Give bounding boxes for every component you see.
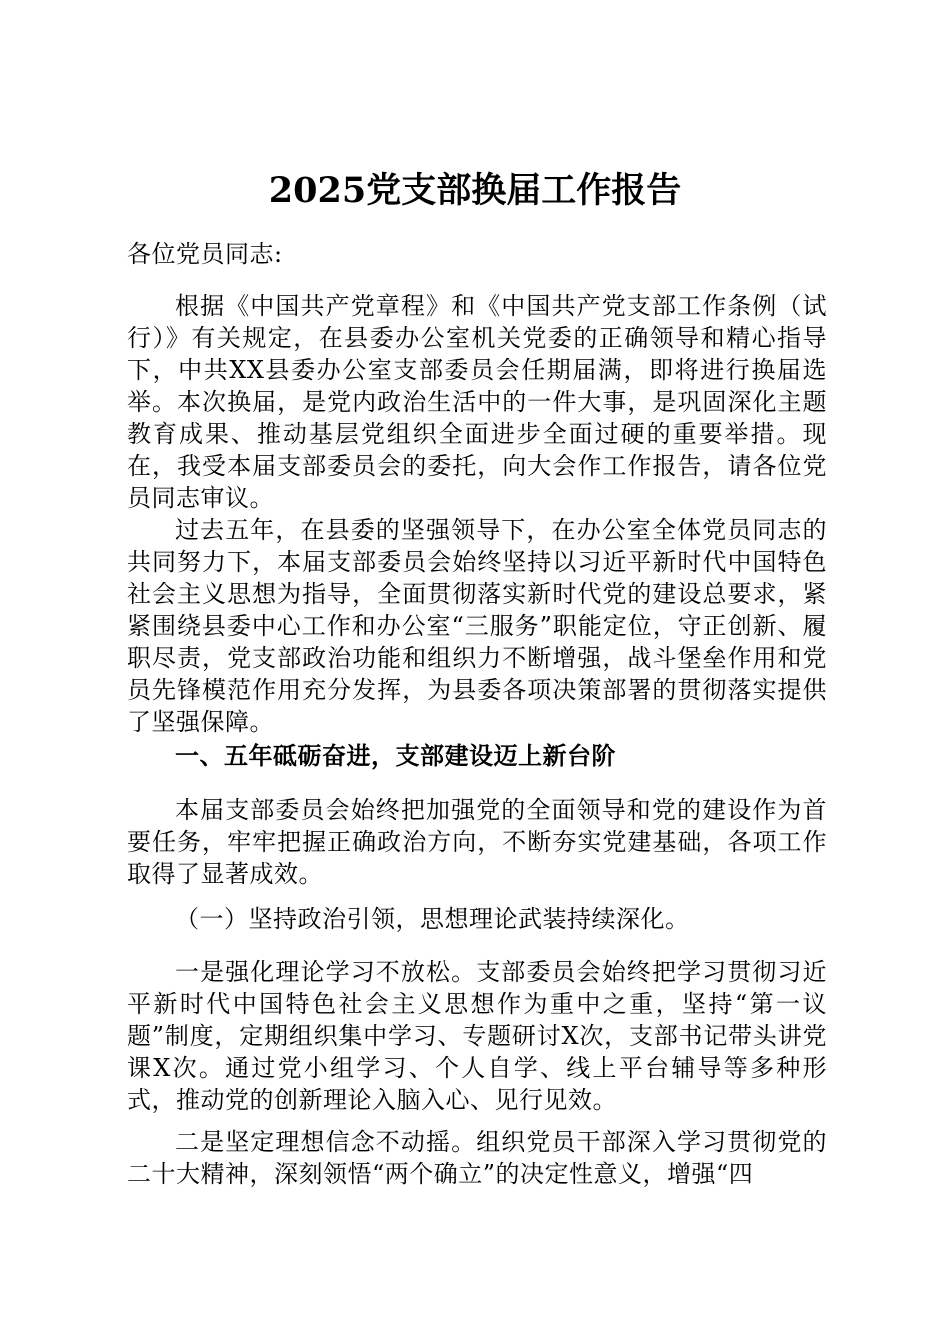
subsection-heading: （一）坚持政治引领，思想理论武装持续深化。 — [175, 905, 690, 933]
paragraph-point-two: 二是坚定理想信念不动摇。组织党员干部深入学习贯彻党的二十大精神，深刻领悟“两个确立”的决定性意义，增强“四 — [127, 1128, 827, 1188]
document-title: 2025党支部换届工作报告 — [268, 170, 682, 211]
paragraph-section-intro: 本届支部委员会始终把加强党的全面领导和党的建设作为首要任务，牢牢把握正确政治方向，不断夯实党建基础，各项工作取得了显著成效。 — [127, 796, 827, 888]
salutation: 各位党员同志: — [127, 240, 283, 268]
section-heading: 一、五年砥砺奋进，支部建设迈上新台阶 — [175, 742, 616, 770]
paragraph-intro: 根据《中国共产党章程》和《中国共产党支部工作条例（试行）》有关规定，在县委办公室机关党委的正确领导和精心指导下，中共XX县委办公室支部委员会任期届满，即将进行换届选举。本次换届，是党内政治生活中的一件大事，是巩固深化主题教育成果、推动基层党组织全面进步全面过硬的重要举措。现在，我受本届支部委员会的委托，向大会作工作报告，请各位党员同志审议。 — [127, 292, 827, 512]
paragraph-point-one: 一是强化理论学习不放松。支部委员会始终把学习贯彻习近平新时代中国特色社会主义思想作为重中之重，坚持“第一议题”制度，定期组织集中学习、专题研讨X次，支部书记带头讲党课X次。通过党小组学习、个人自学、线上平台辅导等多种形式，推动党的创新理论入脑入心、见行见效。 — [127, 958, 827, 1114]
paragraph-review: 过去五年，在县委的坚强领导下，在办公室全体党员同志的共同努力下，本届支部委员会始终坚持以习近平新时代中国特色社会主义思想为指导，全面贯彻落实新时代党的建设总要求，紧紧围绕县委中心工作和办公室“三服务”职能定位，守正创新、履职尽责，党支部政治功能和组织力不断增强，战斗堡垒作用和党员先锋模范作用充分发挥，为县委各项决策部署的贯彻落实提供了坚强保障。 — [127, 516, 827, 736]
